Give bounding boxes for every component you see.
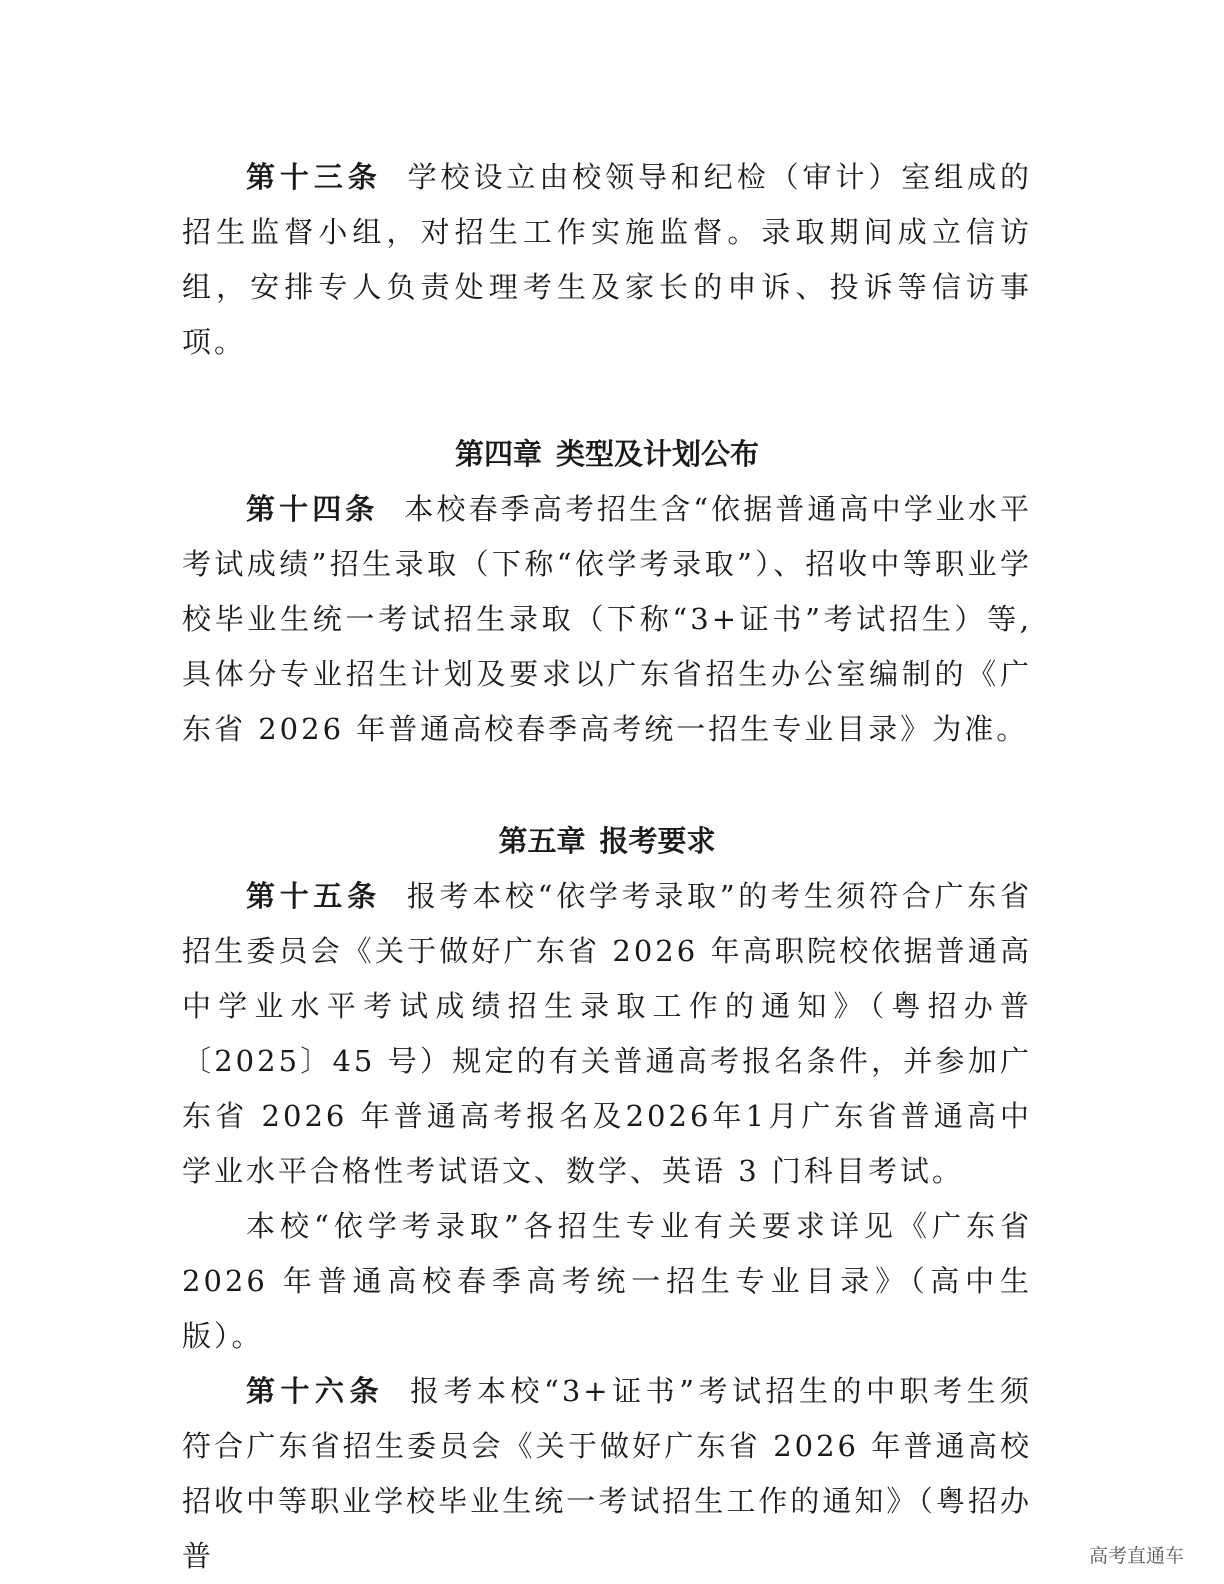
article-13-text: 学校设立由校领导和纪检（审计）室组成的招生监督小组，对招生工作实施监督。录取期间成立信访组，安排专人负责处理考生及家长的申诉、投诉等信访事项。	[182, 160, 1032, 359]
article-15-text: 报考本校“依学考录取”的考生须符合广东省招生委员会《关于做好广东省 2026 年高职院校依据普通高中学业水平考试成绩招生录取工作的通知》（粤招办普〔2025〕45 号）规定的有关普通高考报名条件，并参加广东省 2026 年普通高考报名及2026年1月广东省普通高中学业水平合格性考试语文、数学、英语 3 门科目考试。	[182, 879, 1032, 1188]
article-14-label: 第十四条	[246, 492, 379, 526]
watermark-text: 高考直通车	[1088, 1545, 1184, 1567]
chapter-5-heading	[182, 814, 1032, 869]
article-16	[182, 1364, 1032, 1584]
chapter-5-title: 报考要求	[599, 824, 716, 858]
article-15	[182, 869, 1032, 1199]
article-14	[182, 482, 1032, 757]
chapter-4-title: 类型及计划公布	[556, 437, 760, 471]
article-13-label: 第十三条	[246, 160, 382, 194]
article-16-text: 报考本校“3+证书”考试招生的中职考生须符合广东省招生委员会《关于做好广东省 2026 年普通高校招收中等职业学校毕业生统一考试招生工作的通知》（粤招办普	[182, 1374, 1032, 1573]
article-15-label: 第十五条	[246, 879, 381, 913]
article-14-text: 本校春季高考招生含“依据普通高中学业水平考试成绩”招生录取（下称“依学考录取”）、招收中等职业学校毕业生统一考试招生录取（下称“3+证书”考试招生）等,具体分专业招生计划及要求以广东省招生办公室编制的《广东省 2026 年普通高校春季高考统一招生专业目录》为准。	[182, 492, 1032, 746]
article-15-extra: 本校“依学考录取”各招生专业有关要求详见《广东省 2026 年普通高校春季高考统一招生专业目录》（高中生版）。	[182, 1209, 1032, 1353]
chapter-4-heading	[182, 427, 1032, 482]
document-page	[182, 150, 1032, 1584]
article-16-label: 第十六条	[246, 1374, 385, 1408]
chapter-5-number: 第五章	[498, 824, 586, 858]
chapter-4-number: 第四章	[454, 437, 542, 471]
article-13	[182, 150, 1032, 370]
